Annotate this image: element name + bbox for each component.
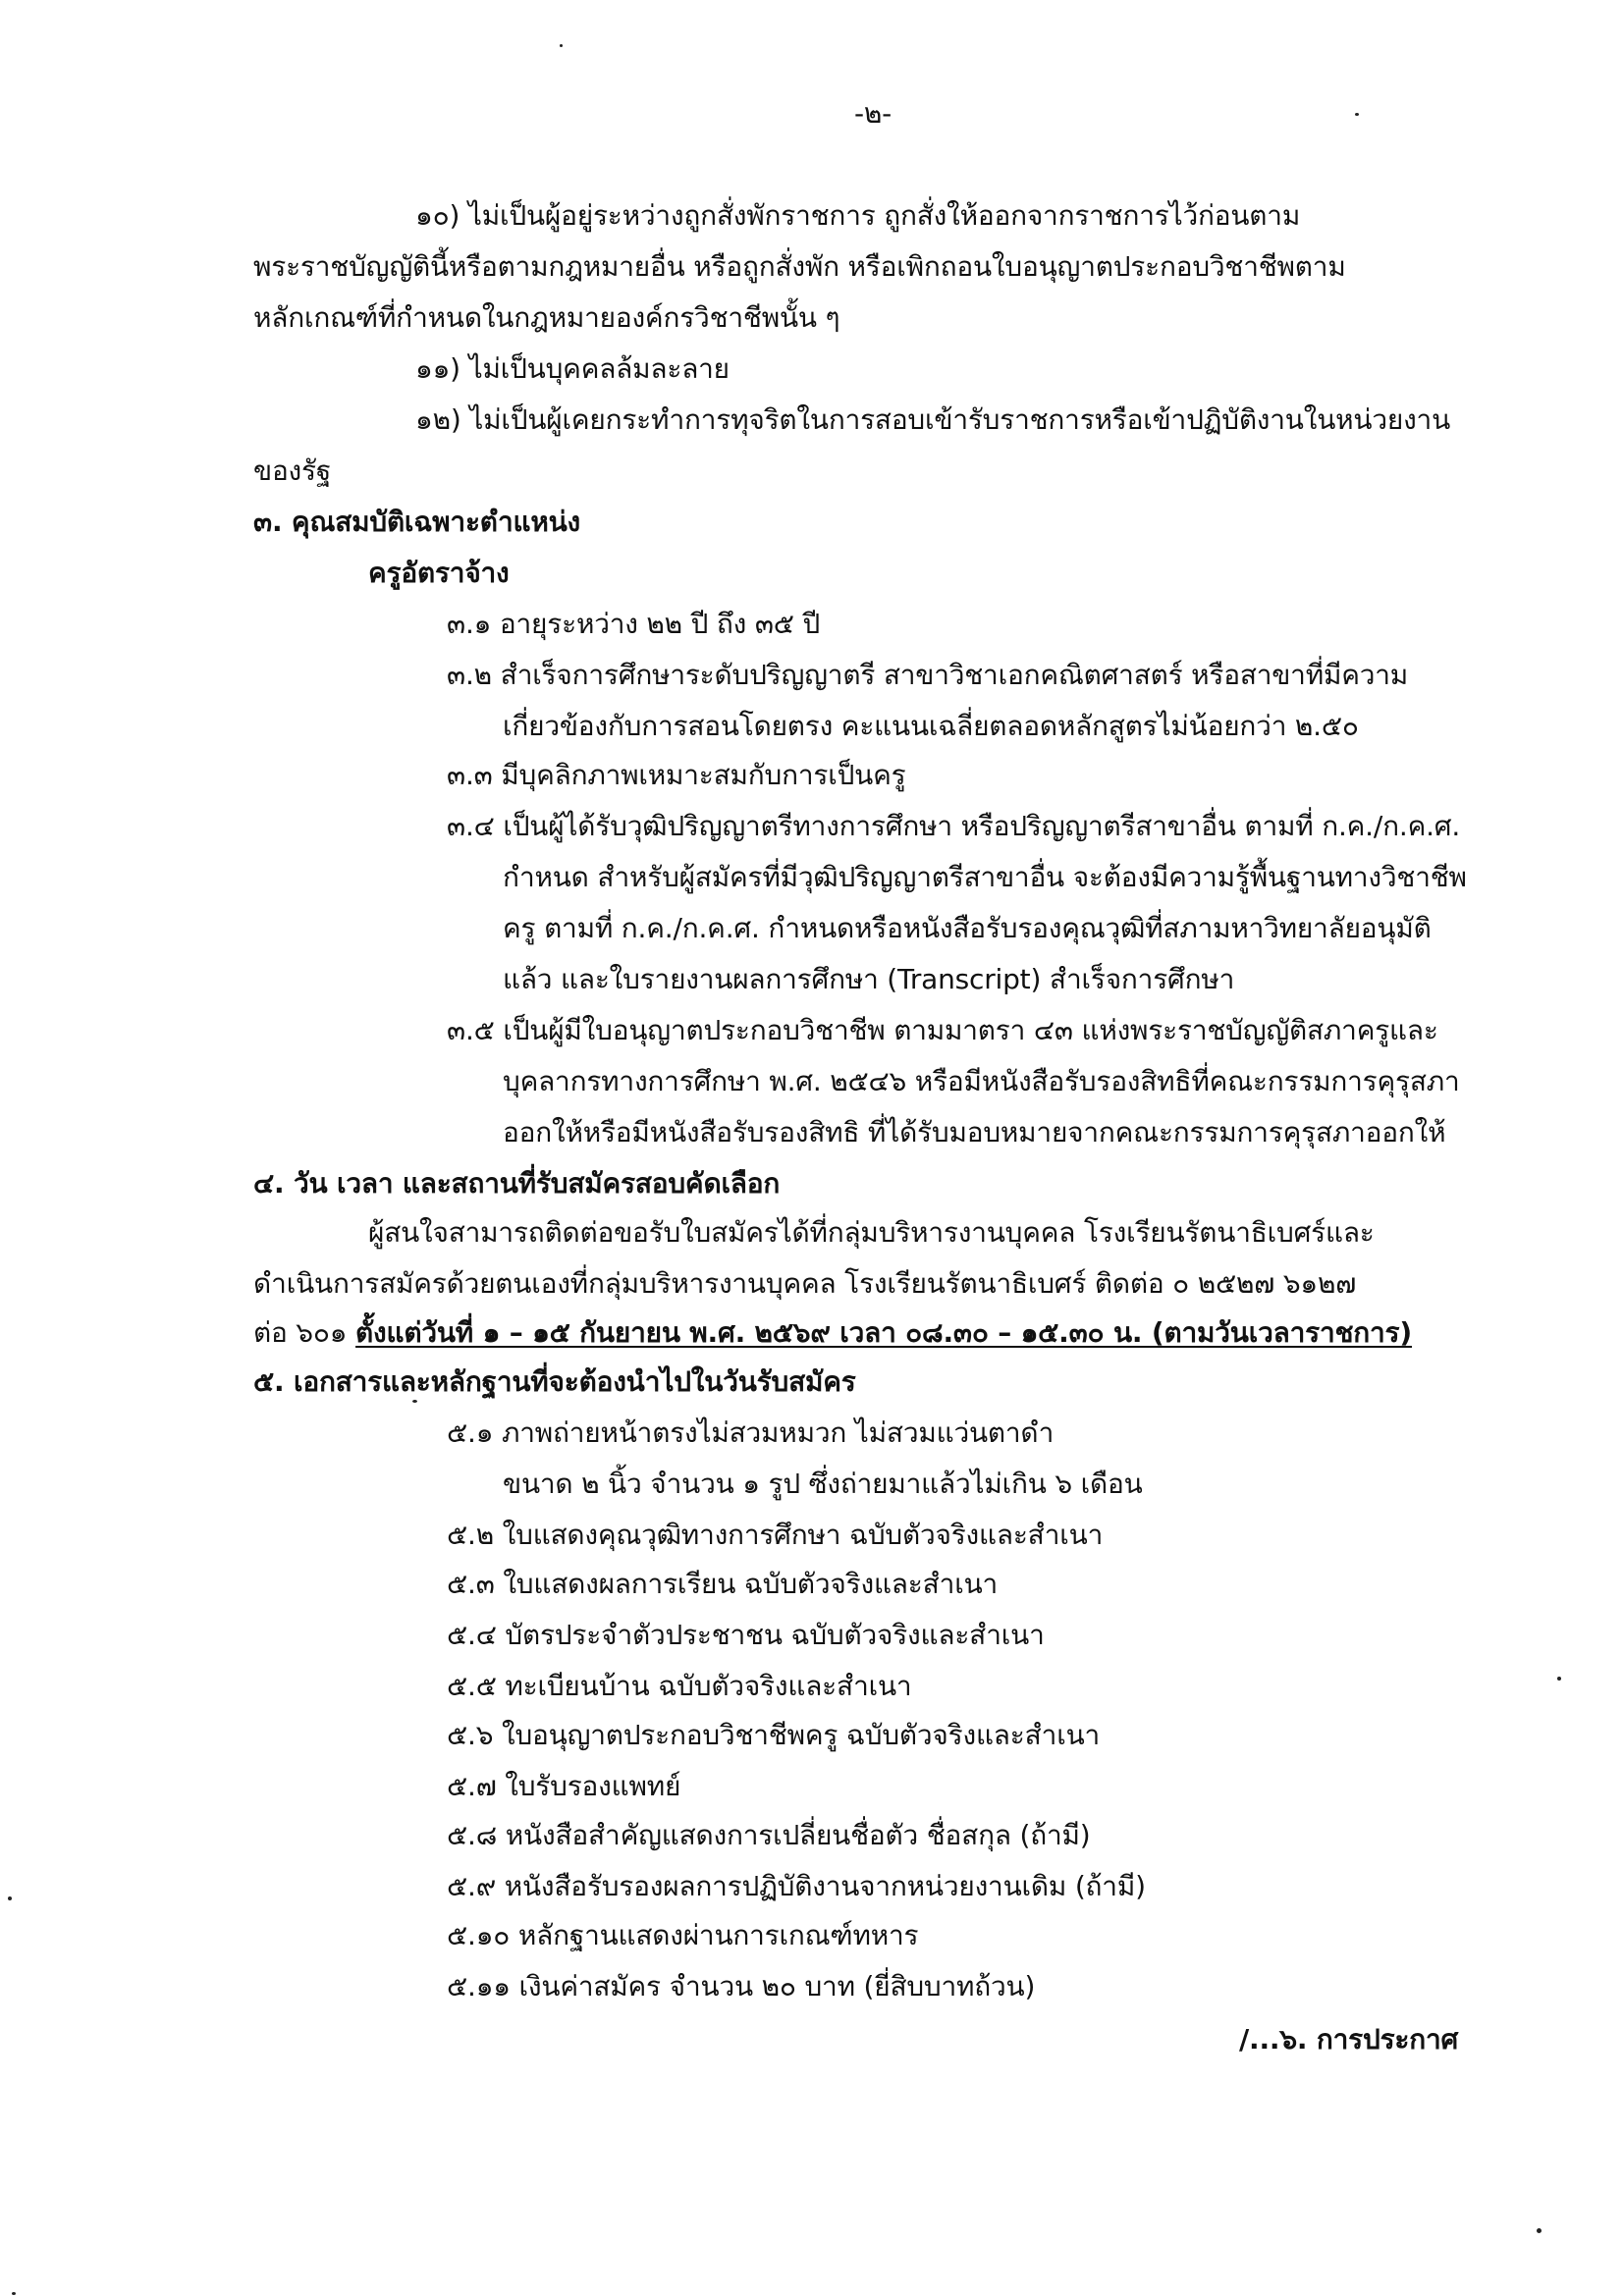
qualification-3-4-line-3: ครู ตามที่ ก.ค./ก.ค.ศ. กำหนดหรือหนังสือรับรองคุณวุฒิที่สภามหาวิทยาลัยอนุมัติ [503, 912, 1432, 944]
item-10-line-2: พระราชบัญญัตินี้หรือตามกฎหมายอื่น หรือถูกสั่งพัก หรือเพิกถอนใบอนุญาตประกอบวิชาชีพตาม [253, 250, 1346, 283]
document-5-3: ๕.๓ ใบแสดงผลการเรียน ฉบับตัวจริงและสำเนา [447, 1568, 999, 1600]
document-5-7: ๕.๗ ใบรับรองแพทย์ [447, 1770, 681, 1802]
extension-number: ต่อ ๖๐๑ [253, 1316, 356, 1349]
item-10-line-3: หลักเกณฑ์ที่กำหนดในกฎหมายองค์กรวิชาชีพนั้น ๆ [253, 301, 840, 334]
scan-speck [1557, 1677, 1561, 1681]
qualification-3-5-line-1: ๓.๕ เป็นผู้มีใบอนุญาตประกอบวิชาชีพ ตามมาตรา ๔๓ แห่งพระราชบัญญัติสภาครูและ [447, 1014, 1438, 1046]
scan-speck [1537, 2228, 1542, 2233]
qualification-3-4-line-1: ๓.๔ เป็นผู้ได้รับวุฒิปริญญาตรีทางการศึกษา หรือปริญญาตรีสาขาอื่น ตามที่ ก.ค./ก.ค.ศ. [447, 810, 1461, 842]
document-5-10: ๕.๑๐ หลักฐานแสดงผ่านการเกณฑ์ทหาร [447, 1919, 919, 1951]
document-5-5: ๕.๕ ทะเบียนบ้าน ฉบับตัวจริงและสำเนา [447, 1670, 912, 1702]
section-4-heading: ๔. วัน เวลา และสถานที่รับสมัครสอบคัดเลือก [253, 1167, 781, 1200]
application-info-line-1: ผู้สนใจสามารถติดต่อขอรับใบสมัครได้ที่กลุ่มบริหารงานบุคคล โรงเรียนรัตนาธิเบศร์และ [368, 1216, 1375, 1249]
document-5-1-line-2: ขนาด ๒ นิ้ว จำนวน ๑ รูป ซึ่งถ่ายมาแล้วไม่เกิน ๖ เดือน [503, 1468, 1143, 1500]
qualification-3-1: ๓.๑ อายุระหว่าง ๒๒ ปี ถึง ๓๕ ปี [447, 608, 821, 640]
item-12-line-2: ของรัฐ [253, 454, 332, 487]
page-number: -๒- [854, 97, 893, 130]
qualification-3-4-line-2: กำหนด สำหรับผู้สมัครที่มีวุฒิปริญญาตรีสาขาอื่น จะต้องมีความรู้พื้นฐานทางวิชาชีพ [503, 861, 1467, 893]
qualification-3-2-line-1: ๓.๒ สำเร็จการศึกษาระดับปริญญาตรี สาขาวิชาเอกคณิตศาสตร์ หรือสาขาที่มีความ [447, 659, 1409, 691]
application-info-line-3 [253, 1309, 1412, 1357]
scan-speck [560, 44, 563, 47]
item-10-line-1: ๑๐) ไม่เป็นผู้อยู่ระหว่างถูกสั่งพักราชการ ถูกสั่งให้ออกจากราชการไว้ก่อนตาม [415, 199, 1301, 232]
qualification-3-4-line-4: แล้ว และใบรายงานผลการศึกษา (Transcript) สำเร็จการศึกษา [503, 963, 1235, 995]
scan-speck [8, 1896, 12, 1900]
position-title: ครูอัตราจ้าง [368, 557, 510, 589]
scan-speck [1355, 113, 1359, 116]
section-5-heading: ๕. เอกสารและหลักฐานที่จะต้องนำไปในวันรับสมัคร [253, 1365, 856, 1398]
document-5-8: ๕.๘ หนังสือสำคัญแสดงการเปลี่ยนชื่อตัว ชื่อสกุล (ถ้ามี) [447, 1819, 1091, 1851]
qualification-3-5-line-2: บุคลากรทางการศึกษา พ.ศ. ๒๕๔๖ หรือมีหนังสือรับรองสิทธิที่คณะกรรมการคุรุสภา [503, 1065, 1460, 1097]
item-12-line-1: ๑๒) ไม่เป็นผู้เคยกระทำการทุจริตในการสอบเข้ารับราชการหรือเข้าปฏิบัติงานในหน่วยงาน [415, 403, 1451, 436]
application-info-line-2: ดำเนินการสมัครด้วยตนเองที่กลุ่มบริหารงานบุคคล โรงเรียนรัตนาธิเบศร์ ติดต่อ ๐ ๒๕๒๗ ๖๑๒๗ [253, 1267, 1357, 1300]
document-5-2: ๕.๒ ใบแสดงคุณวุฒิทางการศึกษา ฉบับตัวจริงและสำเนา [447, 1519, 1104, 1551]
document-5-4: ๕.๔ บัตรประจำตัวประชาชน ฉบับตัวจริงและสำเนา [447, 1619, 1045, 1651]
document-5-6: ๕.๖ ใบอนุญาตประกอบวิชาชีพครู ฉบับตัวจริงและสำเนา [447, 1719, 1101, 1751]
document-5-11: ๕.๑๑ เงินค่าสมัคร จำนวน ๒๐ บาท (ยี่สิบบาทถ้วน) [447, 1970, 1036, 2002]
continuation-marker: /...๖. การประกาศ [1239, 2023, 1459, 2056]
scan-speck [12, 2292, 16, 2295]
scan-speck [412, 1400, 417, 1403]
qualification-3-2-line-2: เกี่ยวข้องกับการสอนโดยตรง คะแนนเฉลี่ยตลอดหลักสูตรไม่น้อยกว่า ๒.๕๐ [503, 710, 1359, 742]
document-5-1-line-1: ๕.๑ ภาพถ่ายหน้าตรงไม่สวมหมวก ไม่สวมแว่นตาดำ [447, 1416, 1055, 1449]
qualification-3-3: ๓.๓ มีบุคลิกภาพเหมาะสมกับการเป็นครู [447, 759, 906, 791]
qualification-3-5-line-3: ออกให้หรือมีหนังสือรับรองสิทธิ ที่ได้รับมอบหมายจากคณะกรรมการคุรุสภาออกให้ [503, 1116, 1446, 1148]
application-period: ตั้งแต่วันที่ ๑ – ๑๕ กันยายน พ.ศ. ๒๕๖๙ เวลา ๐๘.๓๐ – ๑๕.๓๐ น. (ตามวันเวลาราชการ) [355, 1316, 1412, 1349]
section-3-heading: ๓. คุณสมบัติเฉพาะตำแหน่ง [253, 506, 581, 538]
item-11: ๑๑) ไม่เป็นบุคคลล้มละลาย [415, 352, 730, 385]
document-5-9: ๕.๙ หนังสือรับรองผลการปฏิบัติงานจากหน่วยงานเดิม (ถ้ามี) [447, 1870, 1146, 1902]
